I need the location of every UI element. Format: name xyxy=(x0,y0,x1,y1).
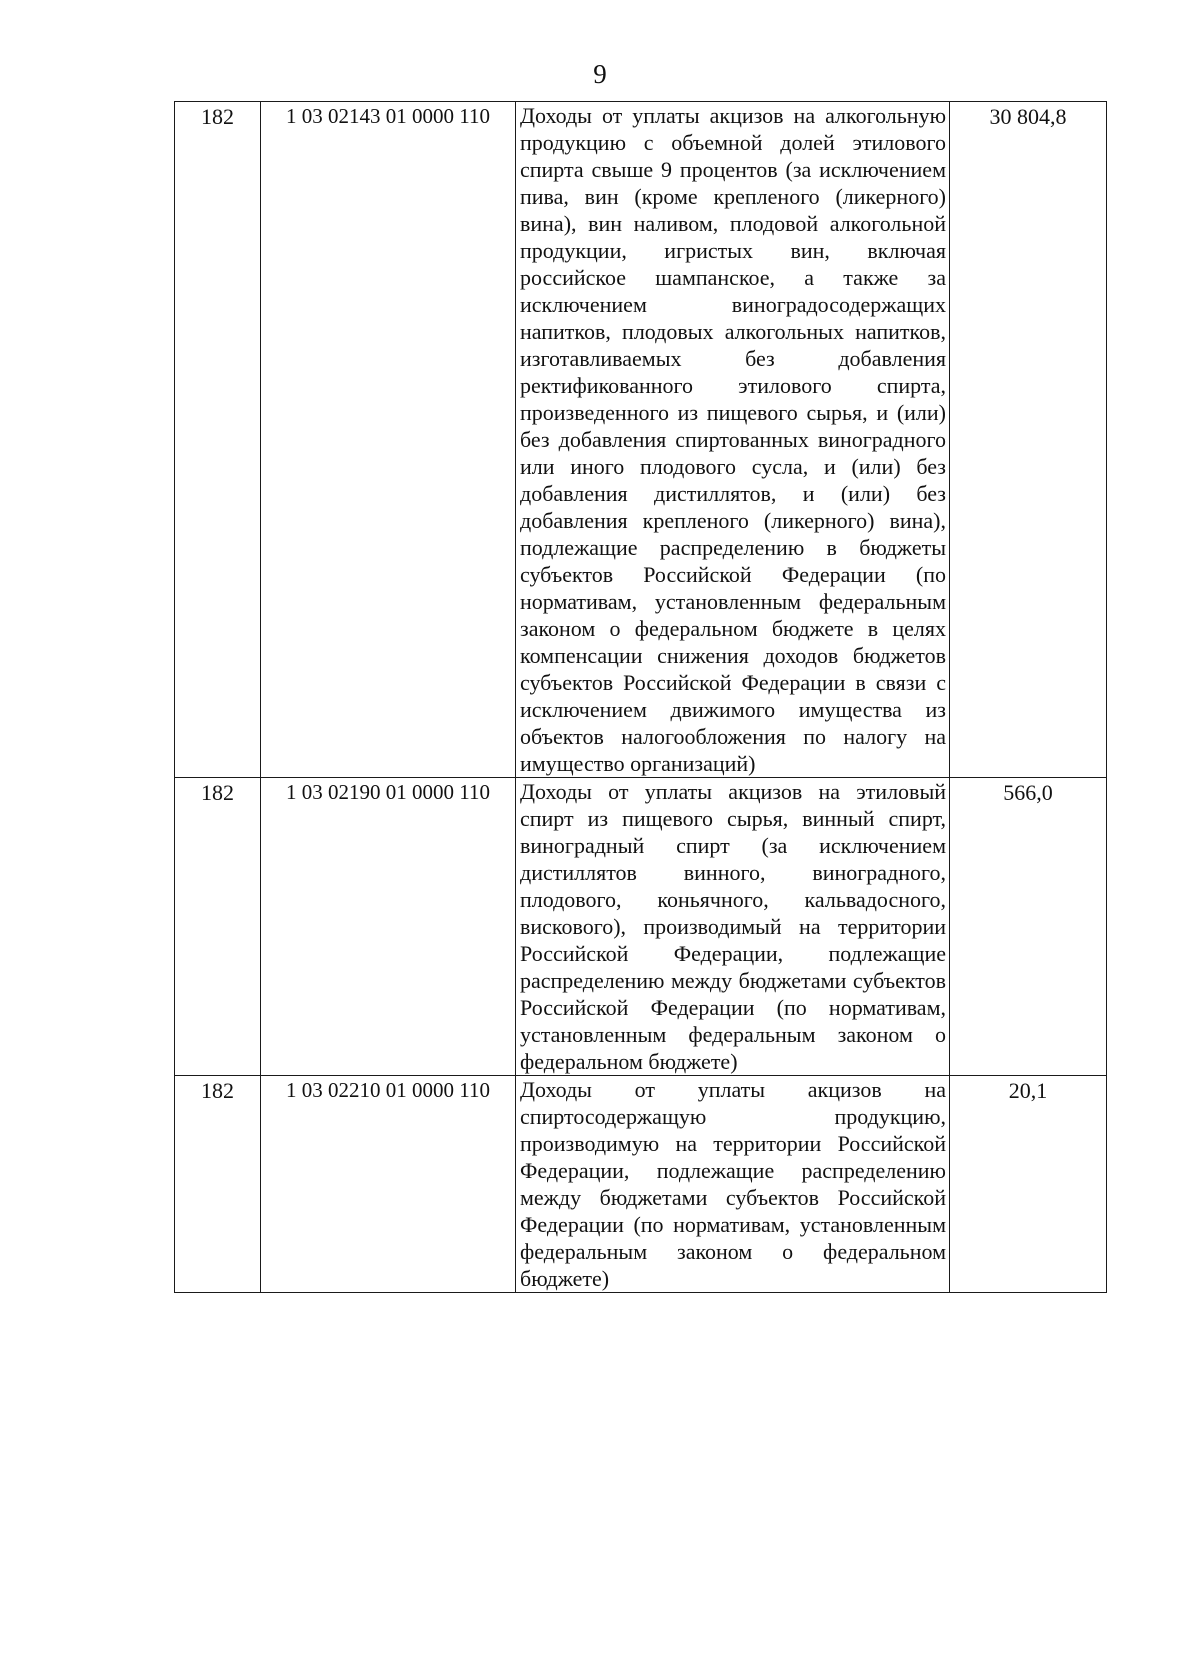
revenue-name-cell: Доходы от уплаты акцизов на этиловый спирт из пищевого сырья, винный спирт, виноградный спирт (за исключением дистиллятов винного, виноградного, плодового, коньячного, кальвадосного, вискового), производимый на территории Российской Федерации, подлежащие распределению между бюджетами субъектов Российской Федерации (по нормативам, установленным федеральным законом о федеральном бюджете) xyxy=(516,778,950,1076)
administrator-code-cell: 182 xyxy=(175,1076,261,1293)
revenue-name-cell: Доходы от уплаты акцизов на алкогольную продукцию с объемной долей этилового спирта свыше 9 процентов (за исключением пива, вин (кроме крепленого (ликерного) вина), вин наливом, плодовой алкогольной продукции, игристых вин, включая российское шампанское, а также за исключением виноградосодержащих напитков, плодовых алкогольных напитков, изготавливаемых без добавления ректификованного этилового спирта, произведенного из пищевого сырья, и (или) без добавления спиртованных виноградного или иного плодового сусла, и (или) без добавления дистиллятов, и (или) без добавления крепленого (ликерного) вина), подлежащие распределению в бюджеты субъектов Российской Федерации (по нормативам, установленным федеральным законом о федеральном бюджете в целях компенсации снижения доходов бюджетов субъектов Российской Федерации в связи с исключением движимого имущества из объектов налогообложения по налогу на имущество организаций) xyxy=(516,102,950,778)
table-row xyxy=(175,1076,1107,1293)
budget-classification-code-cell: 1 03 02190 01 0000 110 xyxy=(261,778,516,1076)
amount-cell: 30 804,8 xyxy=(950,102,1107,778)
table-row xyxy=(175,778,1107,1076)
revenue-table xyxy=(174,101,1107,1293)
page-number: 9 xyxy=(593,59,607,89)
table-row xyxy=(175,102,1107,778)
revenue-name-cell: Доходы от уплаты акцизов на спиртосодержащую продукцию, производимую на территории Российской Федерации, подлежащие распределению между бюджетами субъектов Российской Федерации (по нормативам, установленным федеральным законом о федеральном бюджете) xyxy=(516,1076,950,1293)
budget-classification-code-cell: 1 03 02210 01 0000 110 xyxy=(261,1076,516,1293)
administrator-code-cell: 182 xyxy=(175,102,261,778)
budget-classification-code-cell: 1 03 02143 01 0000 110 xyxy=(261,102,516,778)
amount-cell: 20,1 xyxy=(950,1076,1107,1293)
administrator-code-cell: 182 xyxy=(175,778,261,1076)
amount-cell: 566,0 xyxy=(950,778,1107,1076)
